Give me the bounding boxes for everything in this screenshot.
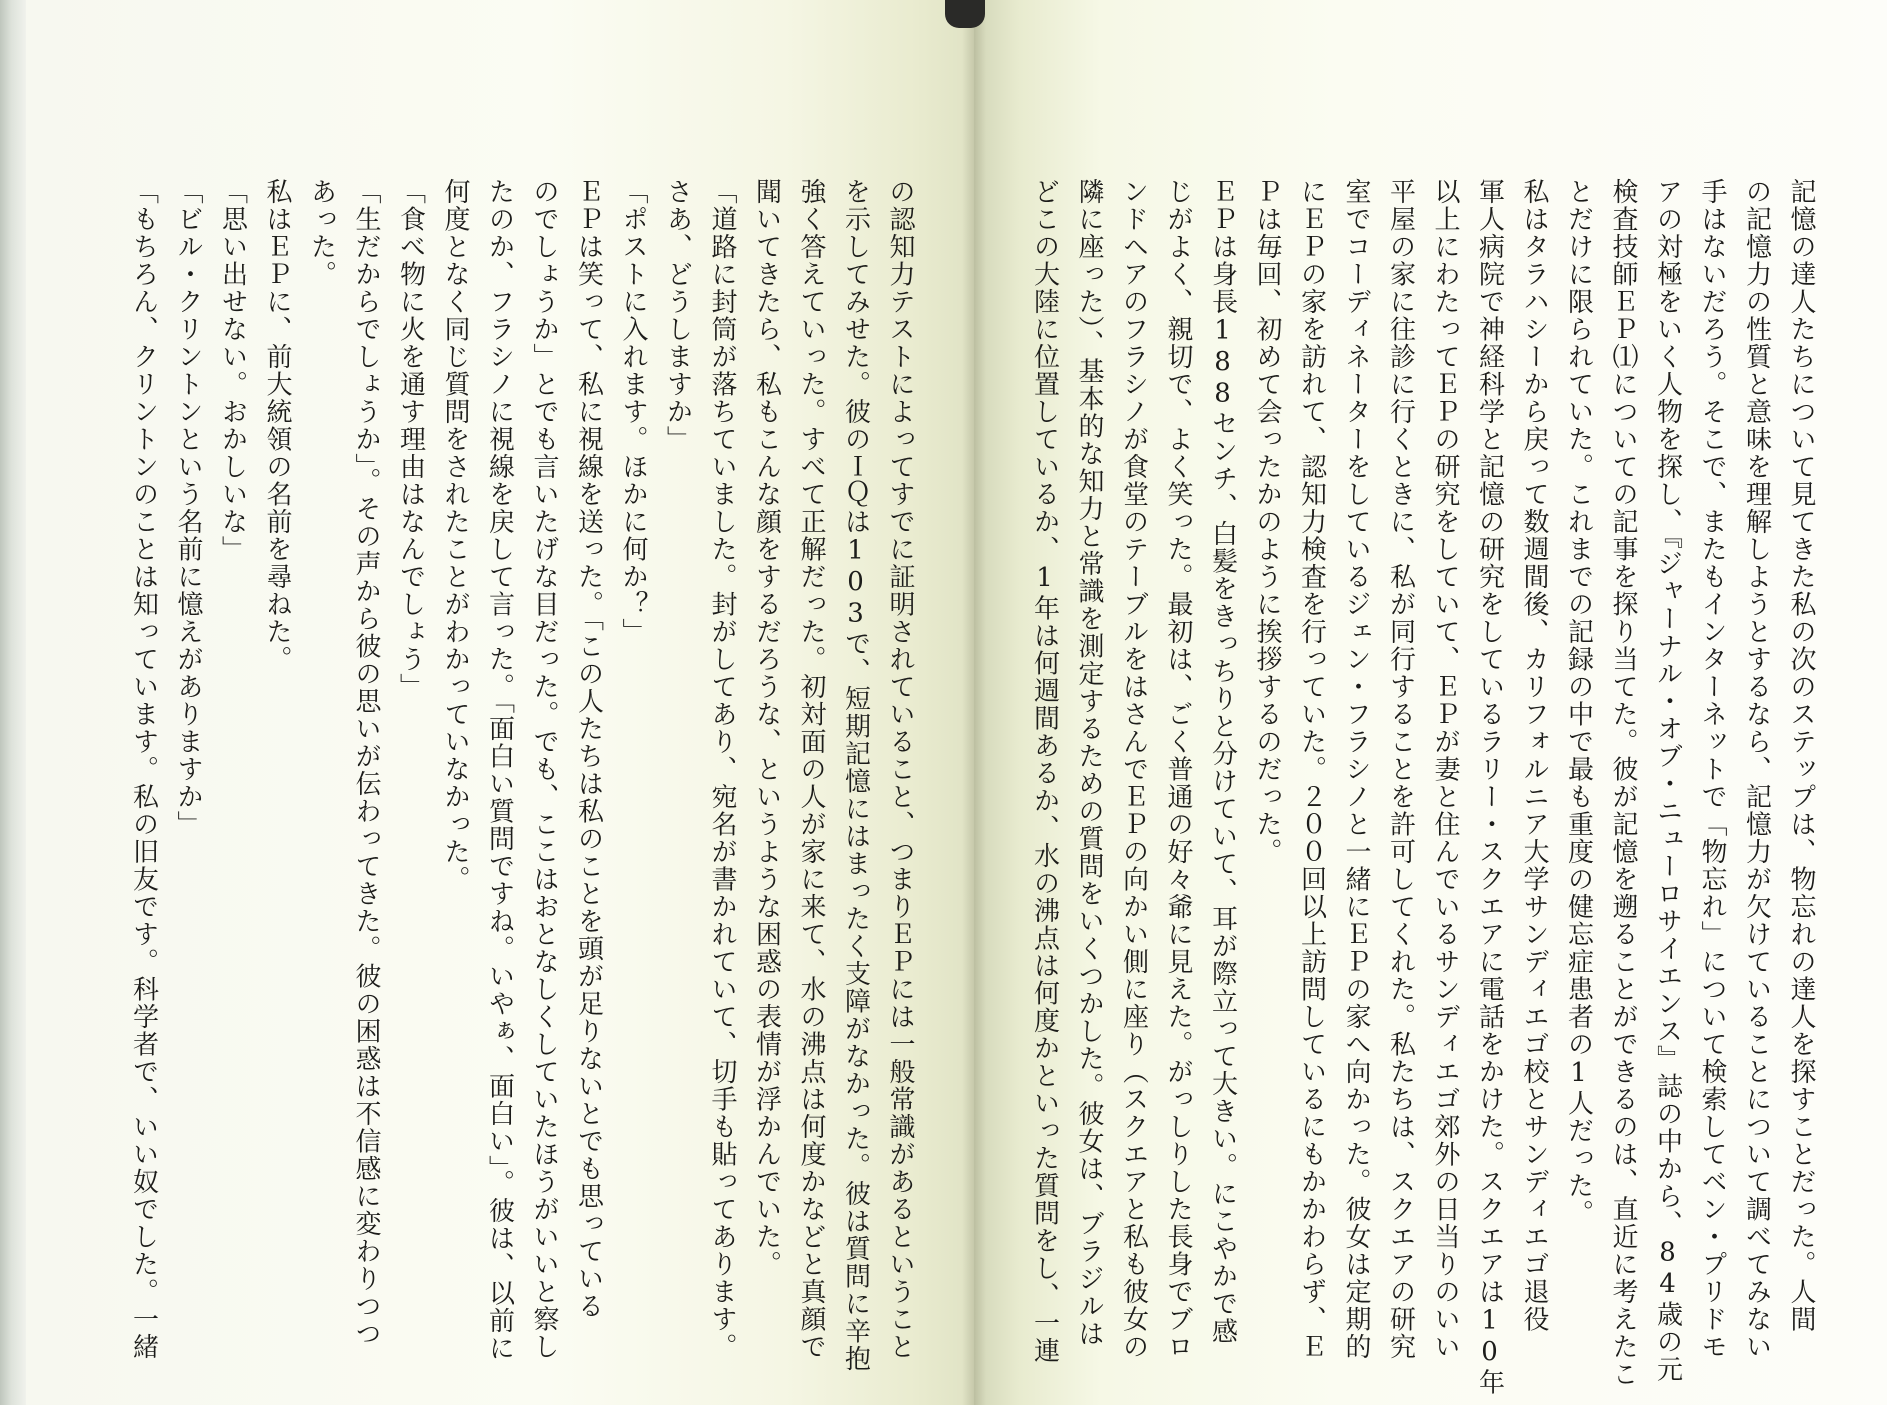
text-line: 私はＥＰに、前大統領の名前を尋ねた。 <box>262 178 292 673</box>
text-line: さあ、どうしますか」 <box>662 178 693 453</box>
text-line: 平屋の家に往診に行くときに、私が同行することを許可してくれた。私たちは、スクエアの研究 <box>1385 178 1416 1361</box>
text-line: 「生だからでしょうか」。その声から彼の思いが伝わってきた。彼の困惑は不信感に変わりつつ <box>351 178 381 1348</box>
text-line: 「もちろん、クリントンのことは知っています。私の旧友です。科学者で、いい奴でした。一緒 <box>128 178 159 1361</box>
text-line: の記憶力の性質と意味を理解しようとするなら、記憶力が欠けていることについて調べてみない <box>1741 178 1772 1361</box>
text-line: 以上にわたってＥＰの研究をしていて、ＥＰが妻と住んでいるサンディエゴ郊外の日当りのいい <box>1430 178 1460 1361</box>
scan-bottom-edge <box>0 1405 1887 1417</box>
text-line: にＥＰの家を訪れて、認知力検査を行っていた。２００回以上訪問しているにもかかわらず、Ｅ <box>1296 178 1327 1361</box>
text-line: 何度となく同じ質問をされたことがわかっていなかった。 <box>440 178 470 893</box>
text-line: Ｐは毎回、初めて会ったかのように挨拶するのだった。 <box>1252 178 1282 866</box>
right-page <box>974 0 1887 1405</box>
book-spine <box>945 0 985 28</box>
right-page-text <box>1022 178 1823 1396</box>
text-line: 軍人病院で神経科学と記憶の研究をしているラリー・スクエアに電話をかけた。スクエアは10年 <box>1474 178 1505 1396</box>
text-line: ＥＰは笑って、私に視線を送った。「この人たちは私のことを頭が足りないとでも思っている <box>573 178 604 1320</box>
left-page-text <box>121 178 922 1378</box>
text-line: ンドヘアのフラシノが食堂のテーブルをはさんでＥＰの向かい側に座り（スクエアと私も彼女の <box>1118 178 1149 1361</box>
left-page <box>26 0 974 1405</box>
text-line: 隣に座った）、基本的な知力と常識を測定するための質問をいくつかした。彼女は、ブラジルは <box>1074 178 1104 1348</box>
text-line: 「思い出せない。おかしいな」 <box>217 178 248 563</box>
text-line: のでしょうか」とでも言いたげな目だった。でも、ここはおとなしくしていたほうがいいと察し <box>529 178 559 1361</box>
text-line: 聞いてきたら、私もこんな顔をするだろうな、というような困惑の表情が浮かんでいた。 <box>751 178 782 1278</box>
text-line: 「食べ物に火を通す理由はなんでしょう」 <box>395 178 426 701</box>
text-line: 「ビル・クリントンという名前に憶えがありますか」 <box>173 178 203 838</box>
text-line: 「ポストに入れます。ほかに何か？」 <box>618 178 648 646</box>
text-line: じがよく、親切で、よく笑った。最初は、ごく普通の好々爺に見えた。がっしりした長身でブロ <box>1163 178 1193 1361</box>
text-line: ＥＰは身長188センチ、白髪をきっちりと分けていて、耳が際立って大きい。にこやかで感 <box>1207 178 1238 1345</box>
text-line: の認知力テストによってすでに証明されていること、つまりＥＰには一般常識があるということ <box>885 178 915 1361</box>
text-line: アの対極をいく人物を探し、『ジャーナル・オブ・ニューロサイエンス』誌の中から、84歳の元 <box>1652 178 1683 1383</box>
text-line: 強く答えていった。すべて正解だった。初対面の人が家に来て、水の沸点は何度かなどと真顔で <box>796 178 826 1361</box>
text-line: 「道路に封筒が落ちていました。封がしてあり、宛名が書かれていて、切手も貼ってあります。 <box>707 178 737 1361</box>
text-line: 室でコーディネーターをしているジェン・フラシノと一緒にＥＰの家へ向かった。彼女は定期的 <box>1341 178 1371 1361</box>
text-line: あった。 <box>306 178 337 288</box>
text-line: 私はタラハシーから戻って数週間後、カリフォルニア大学サンディエゴ校とサンディエゴ退役 <box>1519 178 1549 1333</box>
text-line: 記憶の達人たちについて見てきた私の次のステップは、物忘れの達人を探すことだった。人間 <box>1786 178 1816 1333</box>
text-line: たのか、フラシノに視線を戻して言った。「面白い質問ですね。いやぁ、面白い」。彼は、以前に <box>484 178 515 1362</box>
text-line: 検査技師ＥＰ⑴についての記事を探り当てた。彼が記憶を遡ることができるのは、直近に考えたこ <box>1608 178 1638 1388</box>
text-line: どこの大陸に位置しているか、1年は何週間あるか、水の沸点は何度かといった質問をし、一連 <box>1029 178 1060 1365</box>
text-line: 手はないだろう。そこで、またもインターネットで「物忘れ」について検索してベン・プリドモ <box>1697 178 1727 1361</box>
text-line: とだけに限られていた。これまでの記録の中で最も重度の健忘症患者の1人だった。 <box>1563 178 1594 1227</box>
text-line: を示してみせた。彼のＩＱは103で、短期記憶にはまったく支障がなかった。彼は質問に辛抱 <box>840 178 871 1373</box>
book-gutter-shadow <box>962 0 986 1405</box>
book-page-edges <box>0 0 28 1417</box>
